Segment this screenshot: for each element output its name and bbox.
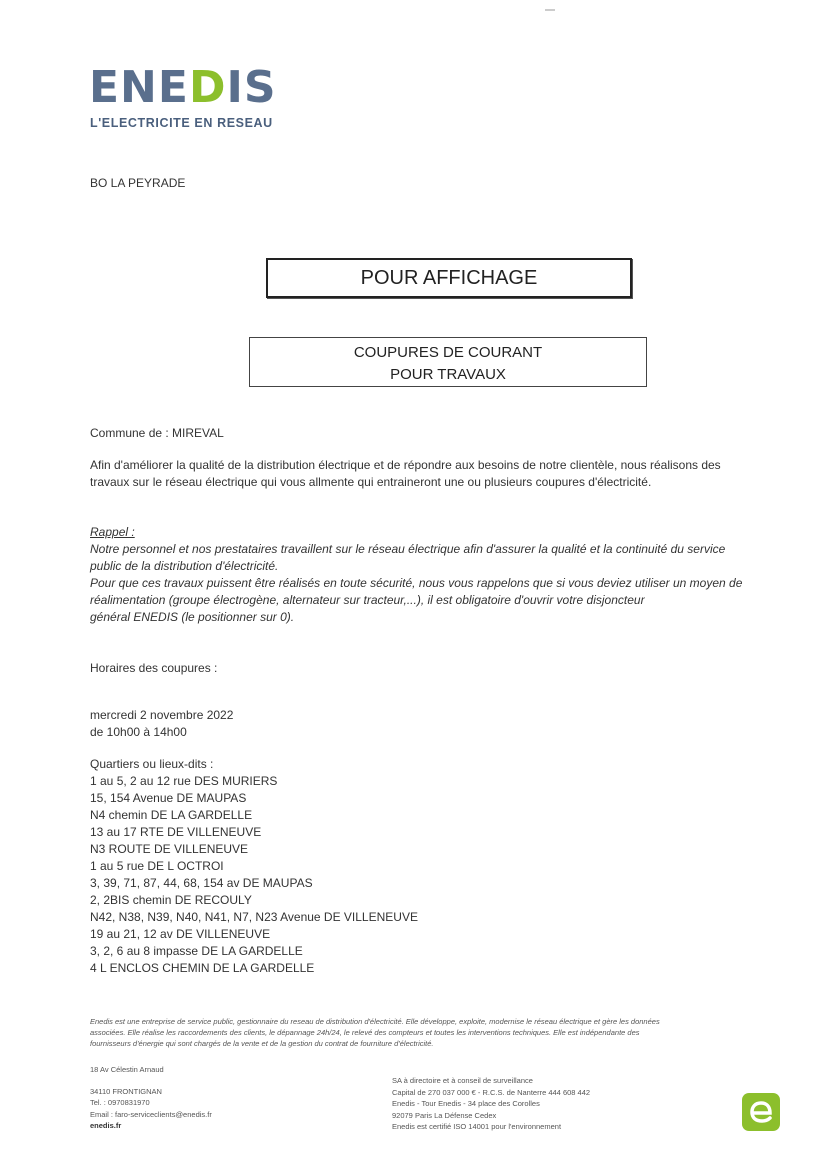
coupures-line-1: COUPURES DE COURANT [353,344,543,361]
logo-wordmark-mid: D [188,62,227,113]
address-tel: Tel. : 0970831970 [90,1098,150,1107]
commune-line: Commune de : MIREVAL [90,426,224,440]
rappel-line: général ENEDIS (le positionner sur 0). [90,610,295,624]
list-item: 15, 154 Avenue DE MAUPAS [90,791,247,805]
list-item: N42, N38, N39, N40, N41, N7, N23 Avenue DE VILLENEUVE [90,910,418,924]
legal-line: 92079 Paris La Défense Cedex [392,1110,497,1120]
list-item: 1 au 5 rue DE L OCTROI [90,859,224,873]
footer-note-line: fournisseurs d'énergie qui sont chargés de la vente et de la gestion du contrat de fourniture d'électricité. [90,1039,434,1048]
horaires-label: Horaires des coupures : [90,661,218,675]
quartiers-list [90,756,418,977]
rappel-label: Rappel : [90,525,135,539]
coupures-box [249,337,647,387]
legal-line: SA à directoire et à conseil de surveillance [392,1076,533,1085]
logo-wordmark-right: IS [226,62,277,113]
website-link[interactable]: enedis.fr [90,1121,122,1130]
address-email[interactable]: Email : faro-serviceclients@enedis.fr [90,1109,212,1119]
list-item: 2, 2BIS chemin DE RECOULY [90,893,252,907]
list-item: 4 L ENCLOS CHEMIN DE LA GARDELLE [90,961,315,975]
logo-tagline: L'ELECTRICITE EN RESEAU [90,116,273,130]
footer-legal [392,1075,590,1133]
scan-mark [545,9,555,11]
list-item: 3, 39, 71, 87, 44, 68, 154 av DE MAUPAS [90,876,313,890]
rappel-line: public de la distribution d'électricité. [90,559,279,573]
intro-paragraph [90,457,721,491]
list-item: 13 au 17 RTE DE VILLENEUVE [90,825,262,839]
schedule-time: de 10h00 à 14h00 [90,725,187,739]
affichage-title: POUR AFFICHAGE [360,266,538,289]
list-item: N4 chemin DE LA GARDELLE [90,808,253,822]
list-item: N3 ROUTE DE VILLENEUVE [90,842,249,856]
address-city: 34110 FRONTIGNAN [90,1086,162,1096]
legal-line: Enedis - Tour Enedis - 34 place des Corolles [392,1099,540,1108]
enedis-logo [89,62,277,113]
footer-note-line: associées. Elle réalise les raccordements des clients, le dépannage 24h/24, le relevé des compteurs et toutes les interventions techniques. Elle est indépendante des [90,1028,640,1037]
rappel-line: Pour que ces travaux puissent être réalisés en toute sécurité, nous vous rappelons que si vous deviez utiliser un moyen de [90,576,743,590]
rappel-line: réalimentation (groupe électrogène, alternateur sur tracteur,...), il est obligatoire d'ouvrir votre disjoncteur [90,593,645,607]
list-item: 19 au 21, 12 av DE VILLENEUVE [90,927,271,941]
footer-address [90,1064,212,1132]
coupures-line-2: POUR TRAVAUX [390,366,506,383]
schedule-date: mercredi 2 novembre 2022 [90,708,234,722]
affichage-box [266,258,632,298]
quartiers-label: Quartiers ou lieux-dits : [90,757,214,771]
rappel-block [90,524,742,626]
schedule [90,707,233,741]
footer-note-line: Enedis est une entreprise de service public, gestionnaire du reseau de distribution d'électricité. Elle développe, exploite, modernise le réseau électrique et gère les données [90,1017,660,1026]
enedis-e-icon [742,1093,780,1131]
address-street: 18 Av Célestin Arnaud [90,1065,164,1074]
logo-wordmark-left: ENE [89,62,189,113]
office-name: BO LA PEYRADE [90,176,186,190]
legal-line: Enedis est certifié ISO 14001 pour l'environnement [392,1122,562,1131]
list-item: 3, 2, 6 au 8 impasse DE LA GARDELLE [90,944,303,958]
intro-line: Afin d'améliorer la qualité de la distribution électrique et de répondre aux besoins de notre clientèle, nous réalisons des [90,458,721,472]
intro-line: travaux sur le réseau électrique qui vous allmente qui entraineront une ou plusieurs coupures d'électricité. [90,475,652,489]
legal-line: Capital de 270 037 000 € - R.C.S. de Nanterre 444 608 442 [392,1087,591,1097]
list-item: 1 au 5, 2 au 12 rue DES MURIERS [90,774,278,788]
rappel-line: Notre personnel et nos prestataires travaillent sur le réseau électrique afin d'assurer la qualité et la continuité du service [90,542,726,556]
footer-note [90,1016,770,1049]
